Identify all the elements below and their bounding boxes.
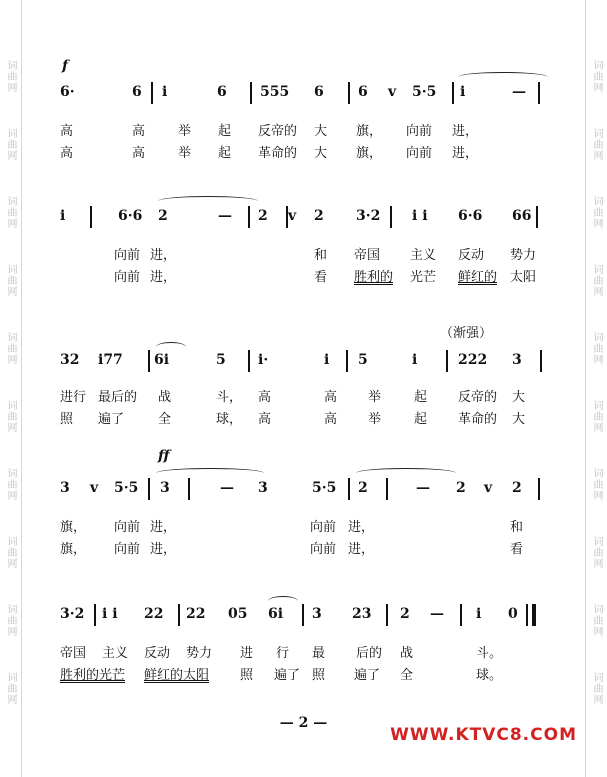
notation-row [60, 84, 560, 106]
note: 6· [60, 84, 75, 100]
lyric: 起 [218, 124, 232, 139]
slur-arc [268, 596, 298, 606]
lyric: 革命的 [258, 146, 298, 161]
barline [286, 206, 288, 228]
lyric: 进， [150, 248, 177, 263]
note: 2 [158, 208, 168, 224]
site-watermark: WWW.KTVC8.COM [390, 725, 577, 745]
lyric: 向前 [114, 248, 141, 263]
note: 3·2 [60, 606, 85, 622]
lyric: 反帝的 [458, 390, 498, 405]
barline [90, 206, 92, 228]
lyric: 和 [510, 520, 524, 535]
lyric: 最 [312, 646, 326, 661]
lyric: 反动 [458, 248, 485, 263]
barline [538, 478, 540, 500]
lyric: 大 [512, 412, 526, 427]
lyric: 高 [60, 124, 74, 139]
note: i i [102, 606, 118, 622]
breath-mark: v [484, 480, 493, 496]
lyric: 最后的 [98, 390, 138, 405]
lyric: 进 [240, 646, 254, 661]
lyric: 主义 [102, 646, 129, 661]
lyric: 高 [60, 146, 74, 161]
lyric: 帝国 [60, 646, 87, 661]
watermark-text: 词曲网 [5, 672, 16, 705]
note: 3 [512, 352, 522, 368]
watermark-text: 词曲网 [5, 604, 16, 637]
note: i77 [98, 352, 123, 368]
lyric: 鲜红的 [458, 270, 498, 285]
left-watermark-strip [0, 0, 22, 777]
lyric-line [60, 538, 560, 556]
lyric: 举 [178, 124, 192, 139]
barline [348, 82, 350, 104]
barline [390, 206, 392, 228]
note: 0 [508, 606, 518, 622]
barline [348, 478, 350, 500]
note: 6 [358, 84, 368, 100]
note: 6 [314, 84, 324, 100]
lyric: 胜利的光芒 [60, 668, 126, 683]
note: 3 [60, 480, 70, 496]
lyric: 行 [276, 646, 290, 661]
note: i [476, 606, 482, 622]
slur-arc [156, 342, 186, 352]
barline [302, 604, 304, 626]
barline [188, 478, 190, 500]
note: 6i [154, 352, 170, 368]
note: 22 [186, 606, 206, 622]
note: 6i [268, 606, 284, 622]
lyric: 举 [178, 146, 192, 161]
lyric: 帝国 [354, 248, 381, 263]
barline [460, 604, 462, 626]
watermark-text: 词曲网 [591, 400, 602, 433]
tie-arc [156, 468, 264, 478]
note: 5 [358, 352, 368, 368]
barline [386, 604, 388, 626]
note: — [218, 208, 232, 224]
note: 5·5 [312, 480, 337, 496]
lyric: 大 [314, 124, 328, 139]
watermark-text: 词曲网 [5, 332, 16, 365]
note: i [162, 84, 168, 100]
note: 3 [312, 606, 322, 622]
note: i [460, 84, 466, 100]
lyric: 和 [314, 248, 328, 263]
lyric: 战 [400, 646, 414, 661]
breath-mark: v [288, 208, 297, 224]
barline [538, 82, 540, 104]
lyric: 进， [348, 520, 375, 535]
lyric: 遍了 [274, 668, 301, 683]
tie-arc [356, 468, 456, 478]
notation-row [60, 480, 560, 502]
note: 222 [458, 352, 488, 368]
lyric: 进， [150, 270, 177, 285]
barline [248, 350, 250, 372]
note: 2 [456, 480, 466, 496]
lyric: 球。 [476, 668, 503, 683]
lyric: 革命的 [458, 412, 498, 427]
lyric: 斗。 [476, 646, 503, 661]
note: 2 [400, 606, 410, 622]
note: — [512, 84, 526, 100]
note: 5·5 [114, 480, 139, 496]
lyric: 向前 [114, 270, 141, 285]
barline [248, 206, 250, 228]
barline [178, 604, 180, 626]
note: 3·2 [356, 208, 381, 224]
watermark-text: 词曲网 [5, 264, 16, 297]
note: 2 [258, 208, 268, 224]
barline [346, 350, 348, 372]
lyric: 遍了 [98, 412, 125, 427]
barline [536, 206, 538, 228]
lyric-line [60, 642, 560, 660]
lyric-line [60, 386, 560, 404]
lyric-line [60, 266, 560, 284]
notation-row [60, 606, 560, 628]
watermark-text: 词曲网 [591, 468, 602, 501]
note: 6·6 [118, 208, 143, 224]
lyric: 胜利的 [354, 270, 394, 285]
lyric: 战 [158, 390, 172, 405]
lyric: 大 [512, 390, 526, 405]
notation-row [60, 352, 560, 374]
watermark-text: 词曲网 [5, 400, 16, 433]
lyric: 向前 [310, 542, 337, 557]
right-watermark-strip [585, 0, 607, 777]
barline [526, 604, 528, 626]
note: — [220, 480, 234, 496]
lyric: 高 [324, 390, 338, 405]
final-barline [532, 604, 536, 626]
lyric: 全 [158, 412, 172, 427]
dynamic-marking: f [62, 58, 69, 74]
lyric: 高 [132, 146, 146, 161]
lyric: 起 [218, 146, 232, 161]
lyric: 起 [414, 412, 428, 427]
lyric: 向前 [310, 520, 337, 535]
lyric: 大 [314, 146, 328, 161]
watermark-text: 词曲网 [5, 128, 16, 161]
note: 6 [132, 84, 142, 100]
breath-mark: v [90, 480, 99, 496]
lyric: 鲜红的太阳 [144, 668, 210, 683]
watermark-text: 词曲网 [5, 536, 16, 569]
note: 23 [352, 606, 372, 622]
note: 5 [216, 352, 226, 368]
watermark-text: 词曲网 [591, 128, 602, 161]
watermark-text: 词曲网 [591, 264, 602, 297]
watermark-text: 词曲网 [5, 196, 16, 229]
note: 2 [314, 208, 324, 224]
lyric: 后的 [356, 646, 383, 661]
note: 3 [160, 480, 170, 496]
barline [386, 478, 388, 500]
lyric: 太阳 [510, 270, 537, 285]
lyric: 向前 [406, 124, 433, 139]
lyric: 进， [150, 520, 177, 535]
lyric: 举 [368, 412, 382, 427]
tie-arc [158, 196, 258, 206]
lyric-line [60, 664, 560, 682]
lyric-line [60, 142, 560, 160]
barline [250, 82, 252, 104]
dynamic-marking: （渐强） [440, 326, 493, 341]
note: 2 [358, 480, 368, 496]
lyric-line [60, 408, 560, 426]
lyric: 高 [132, 124, 146, 139]
lyric: 进， [452, 146, 479, 161]
note: 2 [512, 480, 522, 496]
lyric: 进行 [60, 390, 87, 405]
lyric: 进， [150, 542, 177, 557]
note: 6·6 [458, 208, 483, 224]
note: 32 [60, 352, 80, 368]
lyric: 向前 [114, 520, 141, 535]
note: i· [258, 352, 269, 368]
watermark-text: 词曲网 [591, 604, 602, 637]
lyric: 进， [348, 542, 375, 557]
note: 66 [512, 208, 532, 224]
lyric: 高 [258, 412, 272, 427]
lyric: 反帝的 [258, 124, 298, 139]
note: 3 [258, 480, 268, 496]
note: — [416, 480, 430, 496]
page-number: — 2 — [279, 715, 328, 731]
lyric: 照 [240, 668, 254, 683]
lyric: 势力 [510, 248, 537, 263]
note: 22 [144, 606, 164, 622]
lyric: 看 [510, 542, 524, 557]
watermark-text: 词曲网 [5, 468, 16, 501]
lyric: 反动 [144, 646, 171, 661]
watermark-text: 词曲网 [591, 672, 602, 705]
barline [151, 82, 153, 104]
barline [148, 478, 150, 500]
barline [540, 350, 542, 372]
lyric: 旗， [356, 124, 383, 139]
barline [148, 350, 150, 372]
lyric: 起 [414, 390, 428, 405]
lyric: 全 [400, 668, 414, 683]
lyric: 旗， [356, 146, 383, 161]
barline [94, 604, 96, 626]
barline [452, 82, 454, 104]
watermark-text: 词曲网 [591, 332, 602, 365]
note: i i [412, 208, 428, 224]
watermark-text: 词曲网 [5, 60, 16, 93]
lyric: 高 [258, 390, 272, 405]
note: — [430, 606, 444, 622]
watermark-text: 词曲网 [591, 536, 602, 569]
lyric-line [60, 244, 560, 262]
lyric: 照 [60, 412, 74, 427]
lyric: 斗， [216, 390, 243, 405]
lyric: 遍了 [354, 668, 381, 683]
note: i [60, 208, 66, 224]
lyric: 进， [452, 124, 479, 139]
lyric: 向前 [114, 542, 141, 557]
note: 6 [217, 84, 227, 100]
note: 05 [228, 606, 248, 622]
lyric: 旗， [60, 542, 87, 557]
lyric-line [60, 516, 560, 534]
lyric: 举 [368, 390, 382, 405]
lyric-line [60, 120, 560, 138]
dynamic-marking: ff [158, 448, 170, 464]
lyric: 向前 [406, 146, 433, 161]
lyric: 势力 [186, 646, 213, 661]
lyric: 照 [312, 668, 326, 683]
lyric: 高 [324, 412, 338, 427]
note: 5·5 [412, 84, 437, 100]
lyric: 看 [314, 270, 328, 285]
lyric: 球， [216, 412, 243, 427]
notation-row [60, 208, 560, 230]
watermark-text: 词曲网 [591, 60, 602, 93]
note: i [324, 352, 330, 368]
lyric: 光芒 [410, 270, 437, 285]
note: i [412, 352, 418, 368]
note: 555 [260, 84, 290, 100]
tie-arc [458, 72, 548, 82]
lyric: 主义 [410, 248, 437, 263]
lyric: 旗， [60, 520, 87, 535]
breath-mark: v [388, 84, 397, 100]
watermark-text: 词曲网 [591, 196, 602, 229]
barline [446, 350, 448, 372]
